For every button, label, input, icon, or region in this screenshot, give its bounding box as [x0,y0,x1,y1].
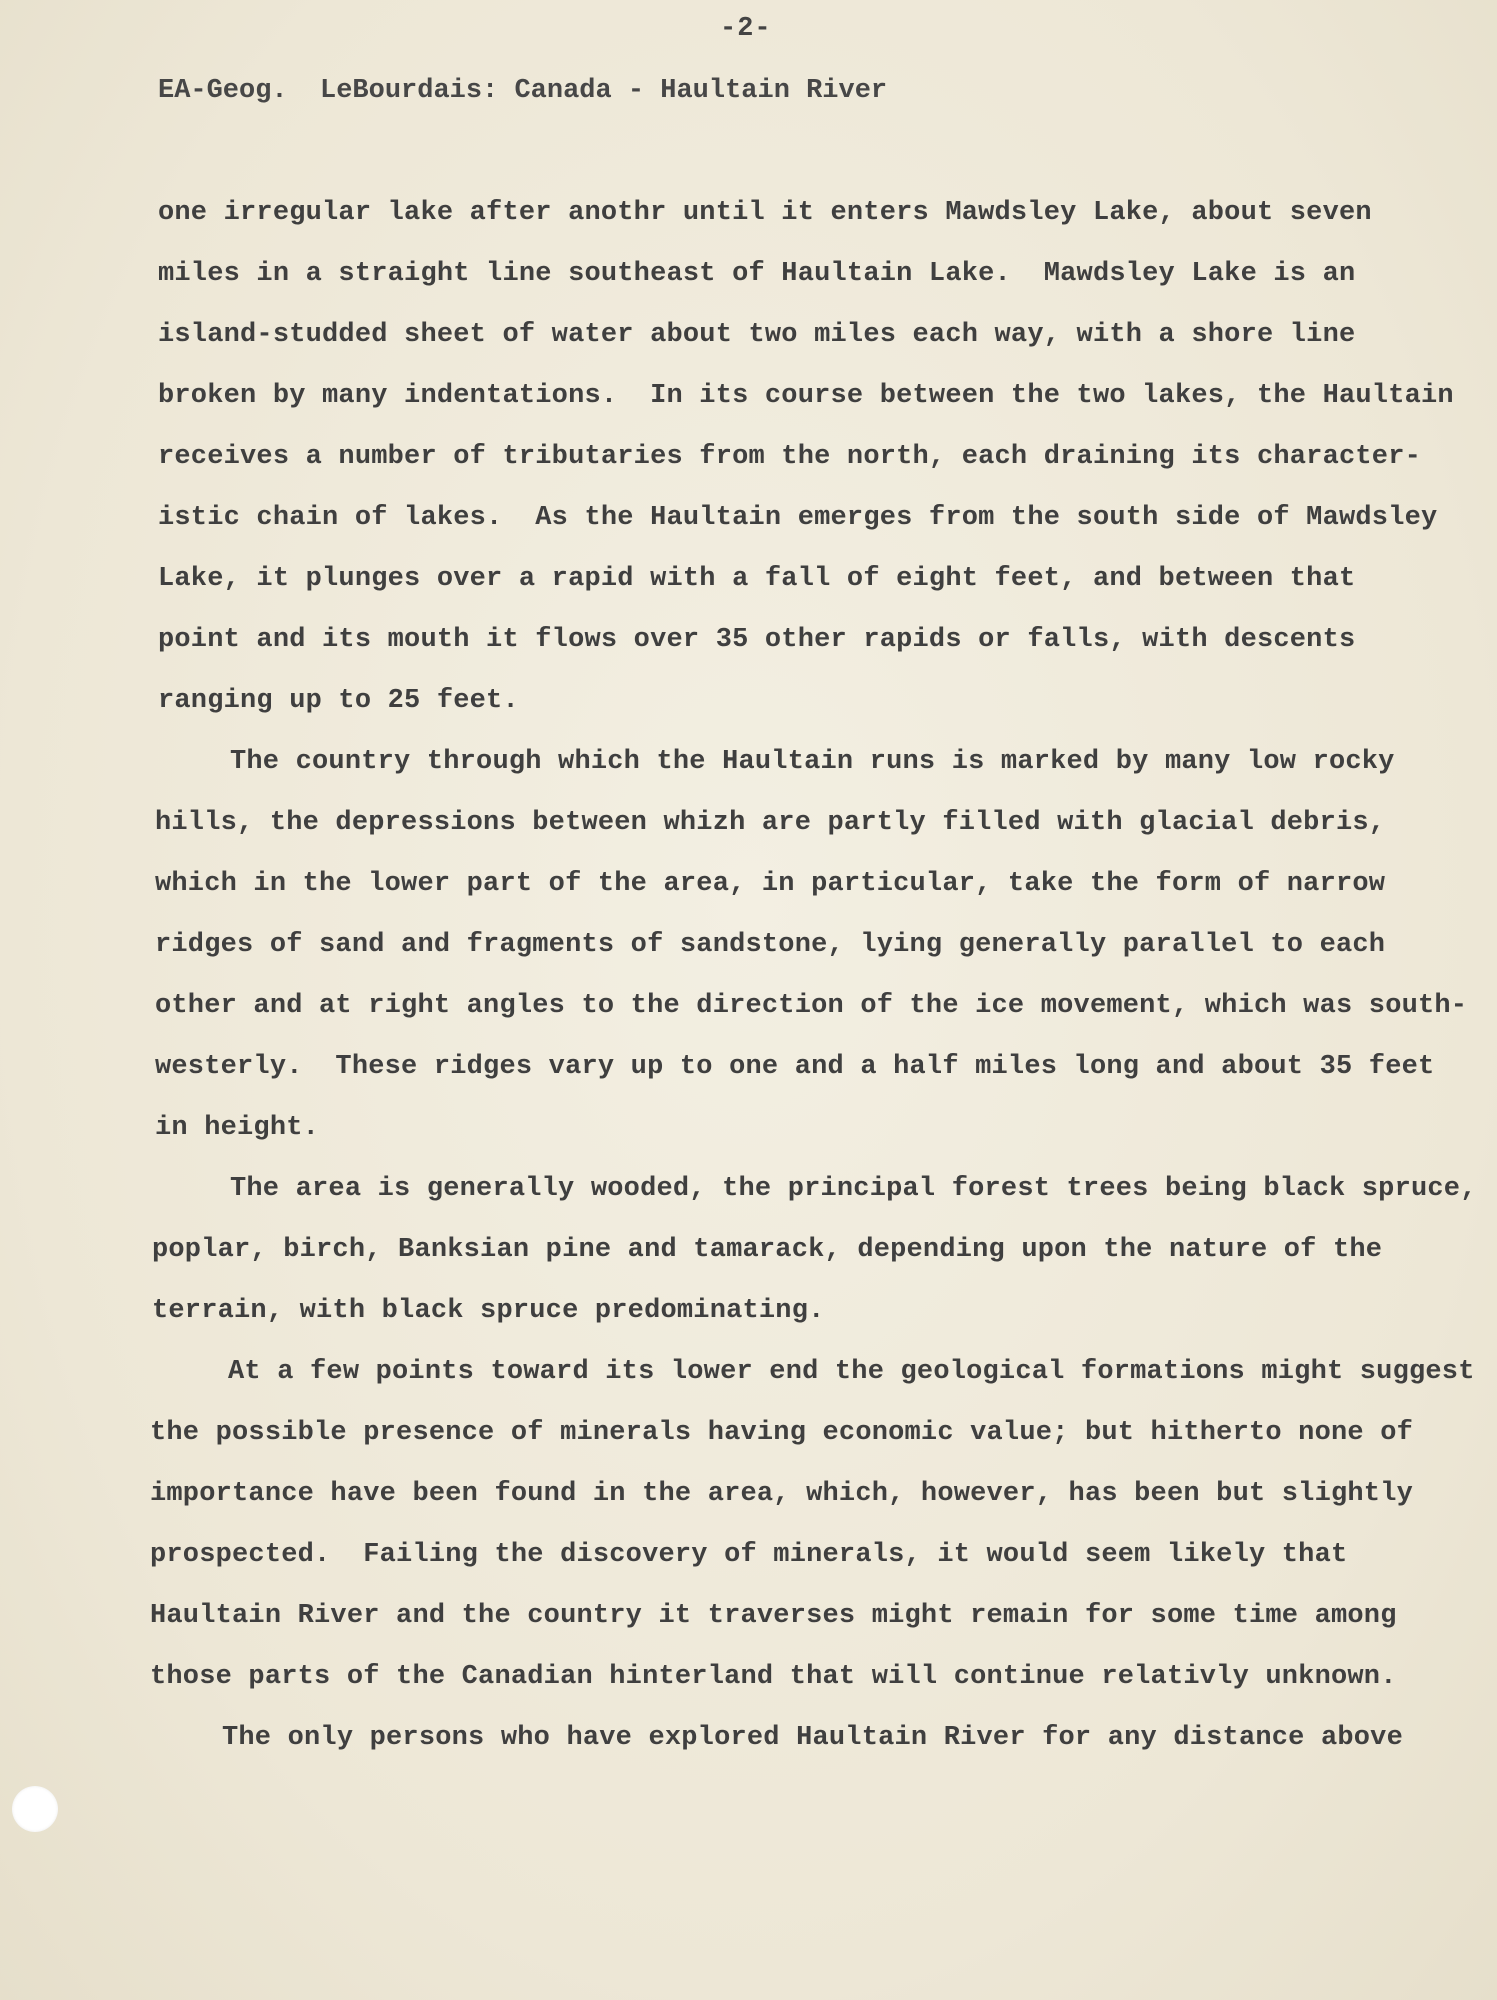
text-line: prospected. Failing the discovery of minerals, it would seem likely that [150,1540,1348,1570]
text-line: one irregular lake after anothr until it enters Mawdsley Lake, about seven [158,198,1372,228]
text-line: other and at right angles to the direction of the ice movement, which was south- [155,991,1468,1021]
text-line: broken by many indentations. In its course between the two lakes, the Haultain [158,381,1454,411]
text-line: miles in a straight line southeast of Haultain Lake. Mawdsley Lake is an [158,259,1356,289]
text-line: poplar, birch, Banksian pine and tamarack, depending upon the nature of the [152,1235,1383,1265]
text-line: receives a number of tributaries from the north, each draining its character- [158,442,1422,472]
text-line: westerly. These ridges vary up to one and a half miles long and about 35 feet [155,1052,1435,1082]
text-line: Haultain River and the country it traverses might remain for some time among [150,1601,1397,1631]
text-line: island-studded sheet of water about two miles each way, with a shore line [158,320,1356,350]
text-line: importance have been found in the area, which, however, has been but slightly [150,1479,1414,1509]
paragraph-first-line: The only persons who have explored Haultain River for any distance above [222,1723,1403,1753]
paragraph-first-line: The area is generally wooded, the principal forest trees being black spruce, [230,1174,1477,1204]
text-line: the possible presence of minerals having economic value; but hitherto none of [150,1418,1414,1448]
paragraph-first-line: At a few points toward its lower end the geological formations might suggest [228,1357,1475,1387]
page-number: -2- [720,14,772,44]
punch-hole [12,1786,58,1832]
text-line: ranging up to 25 feet. [158,686,519,716]
text-line: in height. [155,1113,320,1143]
document-header: EA-Geog. LeBourdais: Canada - Haultain River [158,76,888,106]
text-line: terrain, with black spruce predominating. [152,1296,825,1326]
text-line: hills, the depressions between whizh are partly filled with glacial debris, [155,808,1386,838]
text-line: point and its mouth it flows over 35 other rapids or falls, with descents [158,625,1356,655]
text-line: those parts of the Canadian hinterland that will continue relativly unknown. [150,1662,1397,1692]
text-line: Lake, it plunges over a rapid with a fall of eight feet, and between that [158,564,1356,594]
paragraph-first-line: The country through which the Haultain runs is marked by many low rocky [230,747,1395,777]
text-line: istic chain of lakes. As the Haultain emerges from the south side of Mawdsley [158,503,1438,533]
text-line: which in the lower part of the area, in particular, take the form of narrow [155,869,1386,899]
text-line: ridges of sand and fragments of sandstone, lying generally parallel to each [155,930,1386,960]
